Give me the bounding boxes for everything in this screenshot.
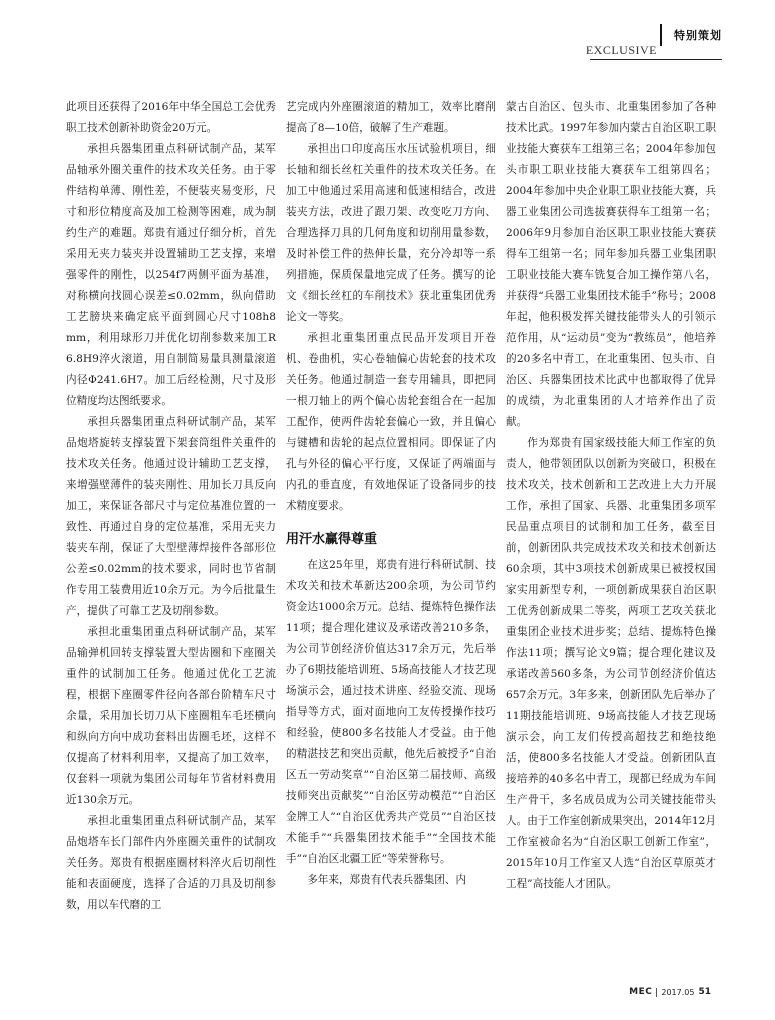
paragraph: 艺完成内外座圈滚道的精加工，效率比磨削提高了8—10倍，破解了生产难题。 <box>286 101 496 134</box>
text-column-3 <box>506 97 716 895</box>
paragraph: 承担北重集团重点民品开发项目开卷机、卷曲机，实心卷轴偏心齿轮套的技术攻关任务。他通过制造一套专用辅具，即把同一根刀轴上的两个偏心齿轮套组合在一起加工配作，使两件齿轮套偏心一致，并且偏心与键槽和齿轮的起点位置相同。即保证了内孔与外径的偏心平行度，又保证了两端面与内孔的垂直度，有效地保证了设备同步的技术精度要求。 <box>286 332 496 512</box>
section-heading: 用汗水赢得尊重 <box>286 532 378 547</box>
column-2-section-paragraphs <box>286 555 496 891</box>
issue-date: 2017.05 <box>661 987 695 997</box>
paragraph: 承担兵器集团重点科研试制产品，某军品炮塔旋转支撑装置下架套筒组件关重件的技术攻关任务。他通过设计辅助工艺支撑，来增强壁薄件的装夹刚性、用加长刀具反向加工，来保证各部尺寸与定位基准位置的一致性、再通过自身的定位基准，采用无夹力装夹车削，保证了大型壁薄焊接件各部形位公差≤0.02mm的技术要求，同时也节省制作专用工装费用近10余万元。为今后批量生产，提供了可靠工艺及切削参数。 <box>66 416 276 617</box>
paragraph: 蒙古自治区、包头市、北重集团参加了各种技术比武。1997年参加内蒙古自治区职工职业技能大赛获车工组第三名；2004年参加包头市职工职业技能大赛获车工组第四名；2004年参加中央企业职工职业技能大赛，兵器工业集团公司选拔赛获得车工组第一名；2006年9月参加自治区职工职业技能大赛获得车工组第一名；同年参加兵器工业集团职工职业技能大赛车铣复合加工操作第八名，并获得“兵器工业集团技术能手”称号；2008年起，他积极发挥关键技能带头人的引领示范作用，从“运动员”变为“教练员”，他培养的20多名中青工，在北重集团、包头市、自治区、兵器集团技术比武中也都取得了优异的成绩，为北重集团的人才培养作出了贡献。 <box>506 101 716 428</box>
section-subtitle: EXCLUSIVE <box>585 43 657 57</box>
page-footer <box>629 987 711 997</box>
column-2-intro-paragraphs <box>286 97 496 517</box>
paragraph: 承担北重集团重点科研试制产品，某军品炮塔车长门部件内外座圈关重件的试制攻关任务。郑贵有根据座圈材料淬火后切削性能和表面硬度，选择了合适的刀具及切削参数，用以车代磨的工 <box>66 815 276 911</box>
paragraph: 在这25年里，郑贵有进行科研试制、技术攻关和技术革新达200余项，为公司节约资金达1000余万元。总结、提炼特色操作法11项；提合理化建议及承诺改善210多条，为公司节创经济价值达317余万元，先后举办了6期技能培训班、5场高技能人才技艺现场演示会，通过技术讲座、经验交流、现场指导等方式，面对面地向工友传授操作技巧和经验，使800多名技能人才受益。由于他的精湛技艺和突出贡献，他先后被授予“自治区五一劳动奖章”“自治区第二届技师、高级技师突出贡献奖”“自治区劳动模范”“自治区金牌工人”“自治区优秀共产党员”“自治区技术能手”“兵器集团技术能手”“全国技术能手”“自治区北疆工匠”等荣誉称号。 <box>286 559 496 865</box>
header-rule <box>590 59 722 60</box>
paragraph: 多年来，郑贵有代表兵器集团、内 <box>307 874 467 886</box>
footer-separator <box>656 988 657 997</box>
header-bar-decoration <box>660 24 662 46</box>
magazine-logo: MEC <box>629 987 653 997</box>
paragraph: 此项目还获得了2016年中华全国总工会优秀职工技术创新补助资金20万元。 <box>66 101 276 134</box>
paragraph: 承担北重集团重点科研试制产品，某军品输弹机回转支撑装置大型齿圈和下座圈关重件的试制加工任务。他通过优化工艺流程，根据下座圈零件径向各部台阶精车尺寸余量，采用加长切刀从下座圈粗车毛坯横向和纵向方向中成功套料出齿圈毛坯，这样不仅提高了材料利用率，又提高了加工效率，仅套料一项就为集团公司每年节省材料费用近130余万元。 <box>66 626 276 806</box>
text-column-1 <box>66 97 276 916</box>
page-number: 51 <box>698 987 711 997</box>
paragraph: 承担兵器集团重点科研试制产品，某军品轴承外圈关重件的技术攻关任务。由于零件结构单薄、刚性差，不便装夹易变形，尺寸和形位精度高及加工检测等困难，成为制约生产的难题。郑贵有通过仔细分析，首先采用无夹力装夹并设置辅助工艺支撑，来增强零件的刚性，以254f7两侧平面为基准，对称横向找圆心误差≤0.02mm，纵向借助工艺膀块来确定底平面到圆心尺寸108h8 mm，利用球形刀并优化切削参数来加工R 6.8H9淬火滚道，用自制简易量具测量滚道内径Φ241.6H7。加工后经检测，尺寸及形位精度均达图纸要求。 <box>66 143 276 407</box>
section-title: 特别策划 <box>674 29 722 42</box>
paragraph: 作为郑贵有国家级技能大师工作室的负责人，他带领团队以创新为突破口，积极在技术攻关，技术创新和工艺改进上大力开展工作，承担了国家、兵器、北重集团多项军民品重点项目的试制和加工任务，截至目前，创新团队共完成技术攻关和技术创新达60余项，其中3项技术创新成果已被授权国家实用新型专利，一项创新成果获自治区职工优秀创新成果二等奖，两项工艺攻关获北重集团企业技术进步奖；总结、提炼特色操作法11项；撰写论文9篇；提合理化建议及承诺改善560多条，为公司节创经济价值达657余万元。3年多来，创新团队先后举办了11期技能培训班、9场高技能人才技艺现场演示会，向工友们传授高超技艺和绝技绝活，使800多名技能人才受益。创新团队直接培养的40多名中青工，现都已经成为车间生产骨干，多名成员成为公司关键技能带头人。由于工作室创新成果突出，2014年12月工作室被命名为“自治区职工创新工作室”，2015年10月工作室又人选“自治区草原英才工程”高技能人才团队。 <box>506 437 716 890</box>
text-column-2 <box>286 97 496 891</box>
paragraph: 承担出口印度高压水压试验机项目，细长轴和细长丝杠关重件的技术攻关任务。在加工中他通过采用高速和低速相结合，改进装夹方法，改进了跟刀架、改变吃刀方向、合理选择刀具的几何角度和切削用量参数，及时补偿工件的热伸长量，充分冷却等一系列措施，保质保量地完成了任务。撰写的论文《细长丝杠的车削技术》获北重集团优秀论文一等奖。 <box>286 143 496 323</box>
